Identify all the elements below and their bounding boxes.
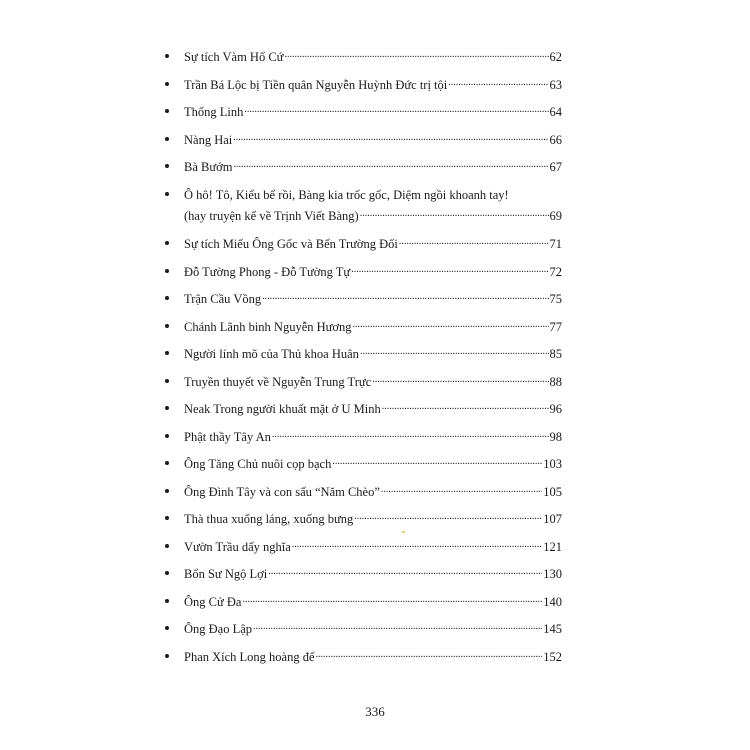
toc-entry-page: 152 (543, 650, 562, 664)
toc-entry-title: Phật thầy Tây An (184, 430, 271, 444)
toc-entry-title: Ông Đình Tây và con sấu “Năm Chèo” (184, 485, 380, 499)
toc-entry-title: Neak Trong người khuất mặt ở U Minh (184, 402, 381, 416)
bullet-icon (165, 109, 169, 113)
toc-entry-page: 66 (549, 133, 562, 147)
dot-leader (381, 484, 542, 496)
bullet-icon (165, 54, 169, 58)
bullet-icon (165, 351, 169, 355)
bullet-icon (165, 626, 169, 630)
bullet-icon (165, 324, 169, 328)
toc-entry-page: 71 (549, 237, 562, 251)
toc-entry-title: Bà Bướm (184, 160, 233, 174)
toc-entry-page: 130 (543, 567, 562, 581)
dot-leader (242, 594, 542, 606)
dot-leader (360, 208, 549, 220)
dot-leader (253, 621, 542, 633)
toc-entry-page: 64 (549, 105, 562, 119)
bullet-icon (165, 654, 169, 658)
dot-leader (448, 77, 548, 89)
toc-entry-page: 145 (543, 622, 562, 636)
bullet-icon (165, 164, 169, 168)
bullet-icon (165, 489, 169, 493)
bullet-icon (165, 296, 169, 300)
toc-entry-page: 103 (543, 457, 562, 471)
toc-entry-title: Vườn Trầu dấy nghĩa (184, 540, 291, 554)
toc-entry-page: 77 (549, 320, 562, 334)
bullet-icon (165, 544, 169, 548)
dot-leader (399, 236, 549, 248)
toc-entry-page: 69 (549, 209, 562, 223)
bullet-icon (165, 241, 169, 245)
paper-speck (402, 531, 405, 533)
dot-leader (316, 649, 543, 661)
page-number: 336 (365, 704, 385, 719)
bullet-icon (165, 406, 169, 410)
toc-entry-title: Ông Đạo Lập (184, 622, 253, 636)
toc-entry-title: Bổn Sư Ngộ Lợi (184, 567, 268, 581)
toc-entry-page: 96 (549, 402, 562, 416)
bullet-icon (165, 82, 169, 86)
toc-entry-title: Chánh Lãnh binh Nguyễn Hương (184, 320, 352, 334)
toc-entry-title: Thống Linh (184, 105, 244, 119)
toc-entry-title: Trần Bá Lộc bị Tiền quân Nguyễn Huỳnh Đức trị tội (184, 78, 448, 92)
dot-leader (353, 319, 549, 331)
toc-entry-title: Ông Cử Đa (184, 595, 242, 609)
dot-leader (292, 539, 542, 551)
toc-entry-title: Phan Xích Long hoàng đế (184, 650, 315, 664)
dot-leader (351, 264, 548, 276)
bullet-icon (165, 379, 169, 383)
toc-entry (165, 187, 562, 225)
dot-leader (272, 429, 549, 441)
toc-entry-title: Sự tích Vàm Hổ Cứ (184, 50, 284, 64)
bullet-icon (165, 516, 169, 520)
toc-entry-page: 62 (549, 50, 562, 64)
dot-leader (244, 104, 548, 116)
bullet-icon (165, 571, 169, 575)
dot-leader (382, 401, 549, 413)
bullet-icon (165, 192, 169, 196)
toc-entry-title: Ông Tăng Chủ nuôi cọp bạch (184, 457, 332, 471)
bullet-icon (165, 434, 169, 438)
toc-entry-page: 63 (549, 78, 562, 92)
toc-entry-page: 85 (549, 347, 562, 361)
toc-entry-title: Thà thua xuống láng, xuống bưng (184, 512, 354, 526)
dot-leader (233, 132, 548, 144)
toc-entry-title: Truyền thuyết về Nguyễn Trung Trực (184, 375, 372, 389)
dot-leader (233, 159, 548, 171)
toc-entry-page: 72 (549, 265, 562, 279)
toc-entry-page: 121 (543, 540, 562, 554)
dot-leader (268, 566, 542, 578)
toc-entry-page: 98 (549, 430, 562, 444)
bullet-icon (165, 137, 169, 141)
toc-entry-page: 75 (549, 292, 562, 306)
dot-leader (262, 291, 548, 303)
bullet-icon (165, 269, 169, 273)
bullet-icon (165, 599, 169, 603)
toc-entry-page: 140 (543, 595, 562, 609)
dot-leader (372, 374, 548, 386)
toc-entry-page: 105 (543, 485, 562, 499)
toc-entry-page: 88 (549, 375, 562, 389)
toc-entry-title: Trận Cầu Vồng (184, 292, 262, 306)
toc-entry-page: 67 (549, 160, 562, 174)
dot-leader (284, 49, 548, 61)
toc-entry-title: Người lính mõ của Thủ khoa Huân (184, 347, 359, 361)
dot-leader (360, 346, 549, 358)
toc-entry-title: Sự tích Miếu Ông Gốc và Bến Trường Đối (184, 237, 398, 251)
toc-entry-title: Nàng Hai (184, 133, 233, 147)
toc-entry-page: 107 (543, 512, 562, 526)
dot-leader (354, 511, 542, 523)
dot-leader (332, 456, 542, 468)
toc-entry-title-continued: (hay truyện kể về Trịnh Viết Bàng) (184, 209, 359, 223)
toc-entry-title: Đỗ Tường Phong - Đỗ Tường Tự (184, 265, 351, 279)
bullet-icon (165, 461, 169, 465)
toc-entry-title: Ô hô! Tô, Kiểu bể rồi, Bàng kia trốc gốc, Diệm ngồi khoanh tay! (184, 188, 509, 202)
